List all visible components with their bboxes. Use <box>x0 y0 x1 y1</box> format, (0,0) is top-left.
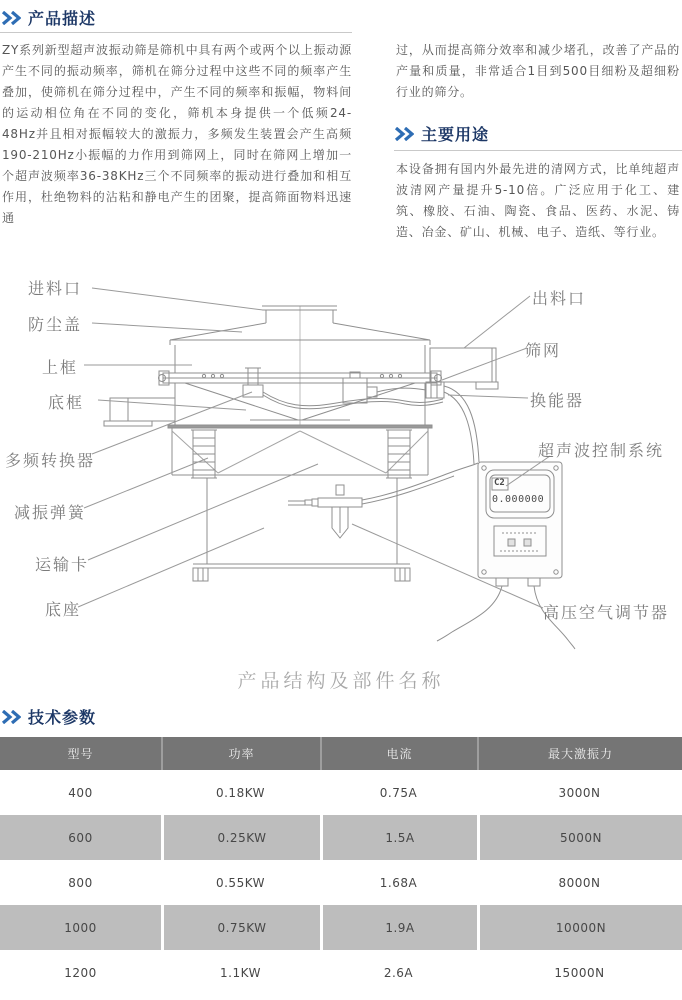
cell-model: 600 <box>68 830 93 845</box>
part-label-air-regulator: 高压空气调节器 <box>543 603 670 622</box>
cell-model: 400 <box>68 785 93 800</box>
table-row <box>0 815 682 860</box>
part-label-dust-cover: 防尘盖 <box>28 315 83 334</box>
usage-title: 主要用途 <box>421 125 490 144</box>
cell-force: 10000N <box>477 905 682 950</box>
cell-force: 3000N <box>558 785 601 800</box>
part-label-transport-clamp: 运输卡 <box>35 555 90 574</box>
cell-power: 0.55KW <box>215 875 266 890</box>
cell-power: 0.25KW <box>161 815 320 860</box>
spec-table-header-row <box>0 737 682 770</box>
cell-current: 0.75A <box>379 785 418 800</box>
cell-force: 8000N <box>558 875 601 890</box>
machine-structure-diagram <box>0 268 682 658</box>
part-label-feed-inlet: 进料口 <box>28 279 83 298</box>
column-header-max-force: 最大激振力 <box>477 737 682 770</box>
cell-current: 2.6A <box>383 965 414 980</box>
part-label-multifreq-converter: 多频转换器 <box>5 451 96 470</box>
part-label-damping-spring: 减振弹簧 <box>14 503 87 522</box>
cell-power: 0.75KW <box>161 905 320 950</box>
table-row <box>0 950 682 995</box>
table-row <box>0 860 682 905</box>
section-heading-usage <box>394 122 489 145</box>
column-header-model: 型号 <box>67 747 94 761</box>
section-heading-description <box>1 6 96 29</box>
spec-table <box>0 737 682 995</box>
specs-title: 技术参数 <box>28 708 97 727</box>
control-box-display-line1: C2 <box>494 478 505 488</box>
cell-current: 1.68A <box>379 875 418 890</box>
heading-rule <box>394 150 682 151</box>
control-box-display-line2: 0.000000 <box>492 494 545 505</box>
diagram-caption: 产品结构及部件名称 <box>237 670 445 692</box>
part-label-base: 底座 <box>45 600 82 619</box>
cell-model: 800 <box>68 875 93 890</box>
part-label-screen-mesh: 筛网 <box>525 341 562 360</box>
usage-text: 本设备拥有国内外最先进的清网方式，比单纯超声波清网产量提升5-10倍。广泛应用于化工、建筑、橡胶、石油、陶瓷、食品、医药、水泥、铸造、冶金、矿山、机械、电子、造纸、等行业。 <box>396 162 680 239</box>
double-chevron-icon <box>1 710 21 724</box>
column-header-current: 电流 <box>320 737 477 770</box>
description-text-continued: 过，从而提高筛分效率和减少堵孔，改善了产品的产量和质量，非常适合1目到500目细粉及超细粉行业的筛分。 <box>396 43 680 99</box>
description-title: 产品描述 <box>28 9 97 28</box>
heading-rule <box>0 32 352 33</box>
cell-power: 0.18KW <box>215 785 266 800</box>
cell-power: 1.1KW <box>220 965 261 980</box>
part-label-ultrasonic-control-system: 超声波控制系统 <box>538 441 665 460</box>
part-label-transducer: 换能器 <box>530 391 585 410</box>
part-label-discharge-outlet: 出料口 <box>532 289 587 308</box>
part-label-upper-frame: 上框 <box>42 358 79 377</box>
description-text: ZY系列新型超声波振动筛是筛机中具有两个或两个以上振动源产生不同的振动频率，筛机在筛分过程中这些不同的频率产生叠加，使筛机在筛分过程中，产生不同的频率和振幅，物料间的运动相位角在不同的变化，筛机本身提供一个低频24-48Hz并且相对振幅较大的激振力，多频发生装置会产生高频190-210Hz小振幅的力作用到筛网上，同时在筛网上增加一个超声波频率36-38KHz三个不同频率的振动进行叠加和相互作用，杜绝物料的沾粘和静电产生的团聚，提高筛面物料迅速通 <box>2 43 352 225</box>
part-label-bottom-frame: 底框 <box>48 393 85 412</box>
cell-force: 15000N <box>554 965 605 980</box>
cell-force: 5000N <box>477 815 682 860</box>
cell-model: 1000 <box>64 920 97 935</box>
cell-current: 1.9A <box>320 905 477 950</box>
cell-model: 1200 <box>64 965 97 980</box>
column-header-power: 功率 <box>161 737 320 770</box>
table-row <box>0 770 682 815</box>
table-row <box>0 905 682 950</box>
cell-current: 1.5A <box>320 815 477 860</box>
double-chevron-icon <box>394 127 414 141</box>
double-chevron-icon <box>1 11 21 25</box>
section-heading-specs <box>1 705 96 728</box>
